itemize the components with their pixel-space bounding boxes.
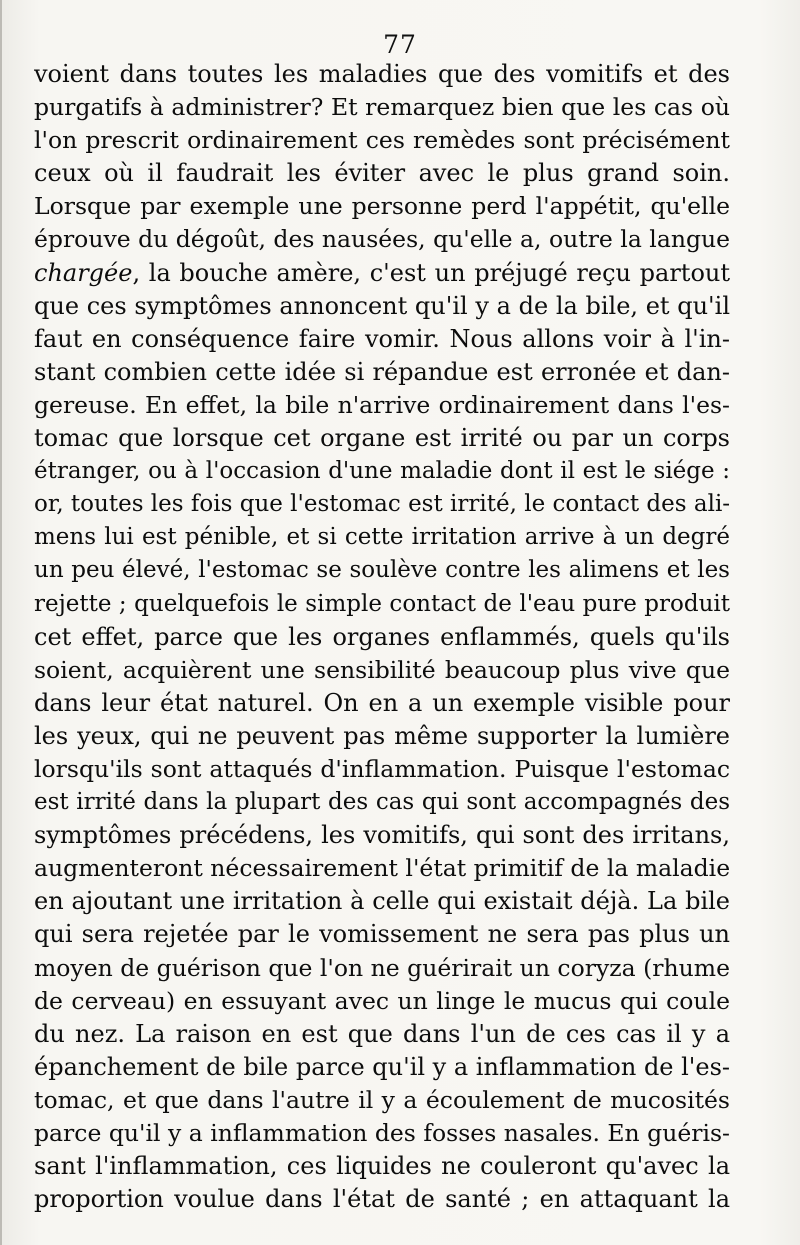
text-line: stant combien cette idée si répandue est erronée et dan- <box>34 357 730 386</box>
text-line: éprouve du dégoût, des nausées, qu'elle a, outre la langue <box>34 225 730 254</box>
italic-word: chargée <box>34 258 133 287</box>
text-line: cet effet, parce que les organes enflammés, quels qu'ils <box>34 622 730 651</box>
text-line: du nez. La raison en est que dans l'un de ces cas il y a <box>34 1019 730 1048</box>
text-line: épanchement de bile parce qu'il y a inflammation de l'es- <box>34 1052 730 1081</box>
text-line: or, toutes les fois que l'estomac est irrité, le contact des ali- <box>34 491 730 518</box>
text-line: ceux où il faudrait les éviter avec le plus grand soin. <box>34 159 730 188</box>
text-line: que ces symptômes annoncent qu'il y a de la bile, et qu'il <box>34 291 730 320</box>
text-line: chargée, la bouche amère, c'est un préjugé reçu partout <box>34 258 730 287</box>
text-line: qui sera rejetée par le vomissement ne sera pas plus un <box>34 920 730 949</box>
text-line: symptômes précédens, les vomitifs, qui sont des irritans, <box>34 821 730 850</box>
text-line: voient dans toutes les maladies que des vomitifs et des <box>34 60 730 88</box>
text-line: tomac que lorsque cet organe est irrité ou par un corps <box>34 424 730 453</box>
text-line: faut en conséquence faire vomir. Nous allons voir à l'in- <box>34 324 730 353</box>
text-line: dans leur état naturel. On en a un exemple visible pour <box>34 688 730 717</box>
text-line: mens lui est pénible, et si cette irritation arrive à un degré <box>34 524 730 551</box>
text-line: proportion voulue dans l'état de santé ; en attaquant la <box>34 1185 730 1214</box>
text-line: lorsqu'ils sont attaqués d'inflammation. Puisque l'estomac <box>34 754 730 783</box>
text-line: Lorsque par exemple une personne perd l'appétit, qu'elle <box>34 192 730 221</box>
text-line: étranger, ou à l'occasion d'une maladie dont il est le siége : <box>34 458 730 485</box>
text-line: l'on prescrit ordinairement ces remèdes sont précisément <box>34 126 730 155</box>
text-line: rejette ; quelquefois le simple contact de l'eau pure produit <box>34 590 730 617</box>
text-line: augmenteront nécessairement l'état primitif de la maladie <box>34 854 730 883</box>
text-line: de cerveau) en essuyant avec un linge le mucus qui coule <box>34 986 730 1015</box>
text-line: soient, acquièrent une sensibilité beaucoup plus vive que <box>34 655 730 684</box>
text-line: un peu élevé, l'estomac se soulève contre les alimens et les <box>34 557 730 584</box>
text-line: tomac, et que dans l'autre il y a écoulement de mucosités <box>34 1085 730 1114</box>
text-line: moyen de guérison que l'on ne guérirait un coryza (rhume <box>34 953 730 982</box>
page-number: 77 <box>383 30 417 59</box>
text-line: sant l'inflammation, ces liquides ne couleront qu'avec la <box>34 1152 730 1181</box>
body-text <box>34 58 730 1216</box>
page-edge-shadow <box>0 0 2 1245</box>
text-line: est irrité dans la plupart des cas qui sont accompagnés des <box>34 789 730 816</box>
text-line: en ajoutant une irritation à celle qui existait déjà. La bile <box>34 887 730 916</box>
text-line: purgatifs à administrer? Et remarquez bien que les cas où <box>34 93 730 122</box>
text-line: les yeux, qui ne peuvent pas même supporter la lumière <box>34 721 730 750</box>
text-line: gereuse. En effet, la bile n'arrive ordinairement dans l'es- <box>34 390 730 419</box>
text-line: parce qu'il y a inflammation des fosses nasales. En guéris- <box>34 1119 730 1147</box>
